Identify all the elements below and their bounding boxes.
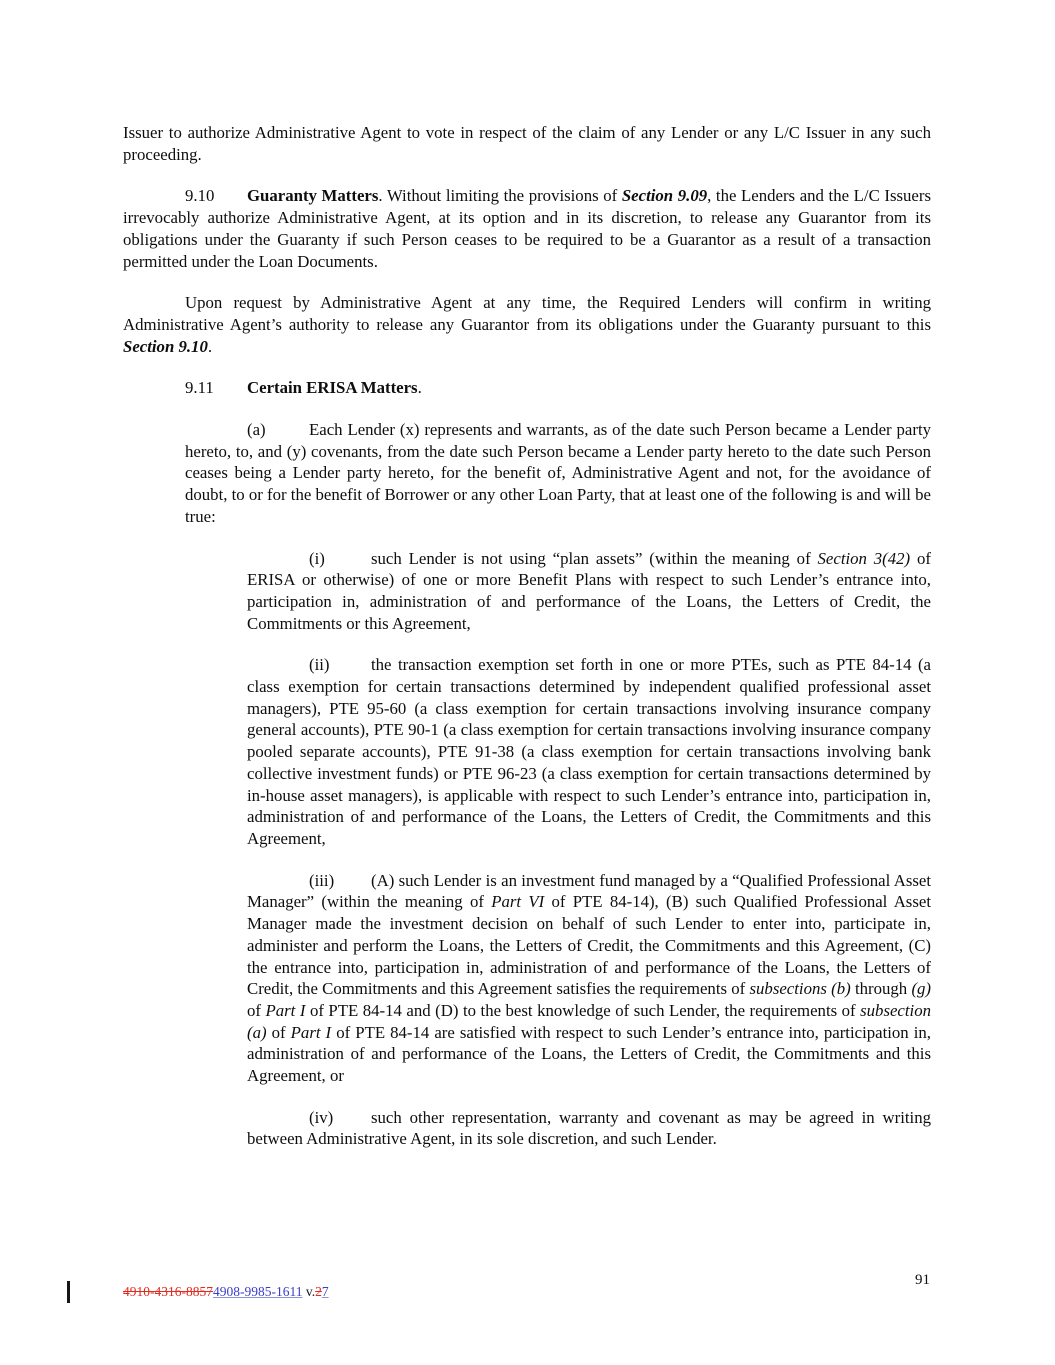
document-id-redline [123,1283,329,1300]
text-run: Part VI [491,892,545,912]
deleted-text-run: 4910-4316-8857 [123,1284,213,1299]
text-run: . [417,378,422,398]
page-number: 91 [915,1272,930,1288]
clause-i [247,548,931,635]
text-run: Section 3(42) [817,548,911,568]
text-run: of PTE 84-14 and (D) to the best knowledge of such Lender, the requirements of [305,1000,861,1020]
text-run: of PTE 84-14 are satisfied with respect to such Lender’s entrance into, participation in, administration of and performance of the Loans, the Letters of Credit, the Commitments and this Agreement, or [247,1022,931,1086]
paragraph-number-label: (iii) [309,870,335,890]
clause-ii [247,654,931,849]
continuation-paragraph [123,122,931,165]
paragraph-number-label: 9.10 [185,186,215,206]
text-run: Issuer to authorize Administrative Agent to vote in respect of the claim of any Lender or any L/C Issuer in any such proceeding. [123,123,931,164]
text-run: Upon request by Administrative Agent at any time, the Required Lenders will confirm in writing Administrative Agent’s authority to release any Guarantor from its obligations under the Guaranty pursuant to this [123,293,931,334]
document-body [123,122,931,1170]
text-run: Guaranty Matters [247,186,379,206]
paragraph-number-label: (iv) [309,1107,334,1127]
section-9-10-guaranty-matters [123,185,931,272]
text-run: Part I [290,1022,332,1042]
text-run: subsection (a) [247,1000,931,1042]
text-run: such Lender is not using “plan assets” (within the meaning of [371,548,818,568]
revision-change-bar [67,1281,70,1303]
text-run: Part I [265,1000,306,1020]
text-run: (A) such Lender is an investment fund managed by a “Qualified Professional Asset Manager” (within the meaning of [247,870,931,912]
text-run: (g) [911,979,932,999]
text-run: , the Lenders and the L/C Issuers irrevocably authorize Administrative Agent, at its option and in its discretion, to release any Guarantor from its obligations under the Guaranty if such Person ceases to be required to be a Guarantor as a result of a transaction permitted under the Loan Documents. [123,186,931,271]
text-run: through [850,979,912,999]
text-run: such other representation, warranty and covenant as may be agreed in writing between Administrative Agent, in its sole discretion, and such Lender. [247,1107,931,1149]
paragraph-number-label: 9.11 [185,378,214,398]
clause-iii [247,870,931,1087]
text-run: v. [302,1284,316,1299]
clause-iv [247,1107,931,1150]
text-run: Each Lender (x) represents and warrants, as of the date such Person became a Lender party hereto, to, and (y) covenants, from the date such Person became a Lender party hereto to the date such Person ceases being a Lender party hereto, for the benefit of, Administrative Agent and not, for the avoidance of doubt, to or for the benefit of Borrower or any other Loan Party, that at least one of the following is and will be true: [185,420,931,526]
text-run: of PTE 84-14), (B) such Qualified Professional Asset Manager made the investment decision on behalf of such Lender to enter into, participate in, administer and perform the Loans, the Letters of Credit, the Commitments and this Agreement, (C) the entrance into, participation in, administration of and performance of the Loans, the Letters of Credit, the Commitments and this Agreement satisfies the requirements of [247,892,931,999]
paragraph-number-label: (i) [309,548,325,568]
text-run: subsections (b) [749,979,851,999]
deleted-text-run: 2 [315,1284,322,1299]
paragraph-number-label: (a) [247,420,266,440]
inserted-text-run: 4908-9985-1611 [213,1284,303,1299]
inserted-text-run: 7 [321,1284,329,1299]
clause-a [185,419,931,528]
paragraph-number-label: (ii) [309,655,330,675]
text-run: of [247,1000,266,1020]
text-run: of [266,1022,291,1042]
upon-request-paragraph [123,292,931,357]
text-run: the transaction exemption set forth in one or more PTEs, such as PTE 84-14 (a class exemption for certain transactions determined by independent qualified professional asset managers), PTE 95-60 (a class exemption for certain transactions involving insurance company general accounts), PTE 90-1 (a class exemption for certain transactions involving insurance company pooled separate accounts), PTE 91-38 (a class exemption for certain transactions involving bank collective investment funds) or PTE 96-23 (a class exemption for certain transactions determined by in-house asset managers), is applicable with respect to such Lender’s entrance into, participation in, administration of and performance of the Loans, the Letters of Credit, the Commitments and this Agreement, [247,655,931,848]
text-run: . Without limiting the provisions of [378,186,622,206]
text-run: of ERISA or otherwise) of one or more Benefit Plans with respect to such Lender’s entrance into, participation in, administration of and performance of the Loans, the Letters of Credit, the Commitments or this Agreement, [247,548,932,633]
text-run: . [207,336,213,356]
text-run: Certain ERISA Matters [247,378,418,398]
section-9-11-certain-erisa-matters [123,377,931,399]
text-run: Section 9.09 [621,186,708,206]
text-run: Section 9.10 [123,336,208,356]
